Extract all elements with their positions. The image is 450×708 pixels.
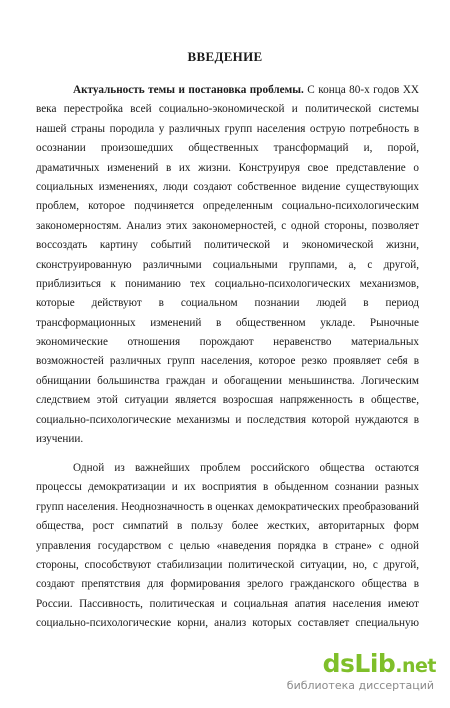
text-line: общества, рост симпатий в пользу более жестких, авторитарных форм <box>36 520 419 533</box>
lead-bold-text: Актуальность темы и постановка проблемы. <box>73 84 304 96</box>
text-line: социально-психологические корни, анализ которых составляет специальную <box>36 617 419 630</box>
text-line: обнищании большинства граждан и обогащении меньшинства. Логическим <box>36 374 419 387</box>
page-title: ВВЕДЕНИЕ <box>187 49 263 64</box>
text-line: трансформационных изменений в общественном укладе. Рыночные <box>36 316 419 329</box>
text-line: приблизиться к пониманию тех социально-психологических механизмов, <box>36 277 419 290</box>
paragraph-first-line <box>36 81 419 100</box>
lead-rest-text: С конца 80-х годов XX <box>303 84 419 96</box>
text-line: которые действуют в социальном познании людей в период <box>36 297 419 310</box>
text-line-last: изучении. <box>36 433 84 446</box>
text-line: стороны, способствуют стабилизации политической ситуации, но, с другой, <box>36 558 419 571</box>
text-line: возможностей различных групп населения, которое резко проявляет себя в <box>36 355 419 368</box>
text-line: социальных изменениях, люди создают собственное видение существующих <box>36 180 419 193</box>
watermark-brand-name: dsLib <box>322 649 396 678</box>
text-line: осознании произошедших общественных трансформаций и, порой, <box>36 142 419 155</box>
text-line: закономерностям. Анализ этих закономерностей, с одной стороны, позволяет <box>36 219 419 232</box>
watermark-tagline: библиотека диссертаций <box>286 679 434 692</box>
watermark-brand-tld: .net <box>395 655 436 677</box>
text-line: воссоздать картину событий политической и экономической жизни, <box>36 239 419 252</box>
paragraph-relevance <box>36 81 419 449</box>
text-line: драматичных изменений в их жизни. Конструируя свое представление о <box>36 161 419 174</box>
text-line: групп населения. Неоднозначность в оценках демократических преобразований <box>36 500 419 513</box>
text-line: проблем, которое подчиняется определенным социально-психологическим <box>36 200 419 213</box>
text-line: экономические отношения порождают неравенство материальных <box>36 336 419 349</box>
text-line: века перестройка всей социально-экономической и политической системы <box>36 103 419 116</box>
text-line: создают препятствия для формирования зрелого гражданского общества в <box>36 578 419 591</box>
dslib-watermark-logo <box>276 650 436 694</box>
text-line: следствием этой ситуации является возросшая напряженность в обществе, <box>36 394 419 407</box>
text-line: сконструированную различными социальными группами, а, с другой, <box>36 258 419 271</box>
text-line: процессы демократизации и их восприятия в обыденном сознании разных <box>36 481 419 494</box>
text-line: нашей страны породила у различных групп населения острую потребность в <box>36 122 419 135</box>
paragraph-first-line: Одной из важнейших проблем российского общества остаются <box>73 462 419 474</box>
paragraph-democratization <box>36 459 419 634</box>
text-line: социально-психологические механизмы и последствия которой нуждаются в <box>36 413 419 426</box>
text-line: России. Пассивность, политическая и социальная апатия населения имеют <box>36 597 419 610</box>
watermark-brand <box>323 650 436 680</box>
text-line: управления государством с целью «наведения порядка в стране» с одной <box>36 539 419 552</box>
